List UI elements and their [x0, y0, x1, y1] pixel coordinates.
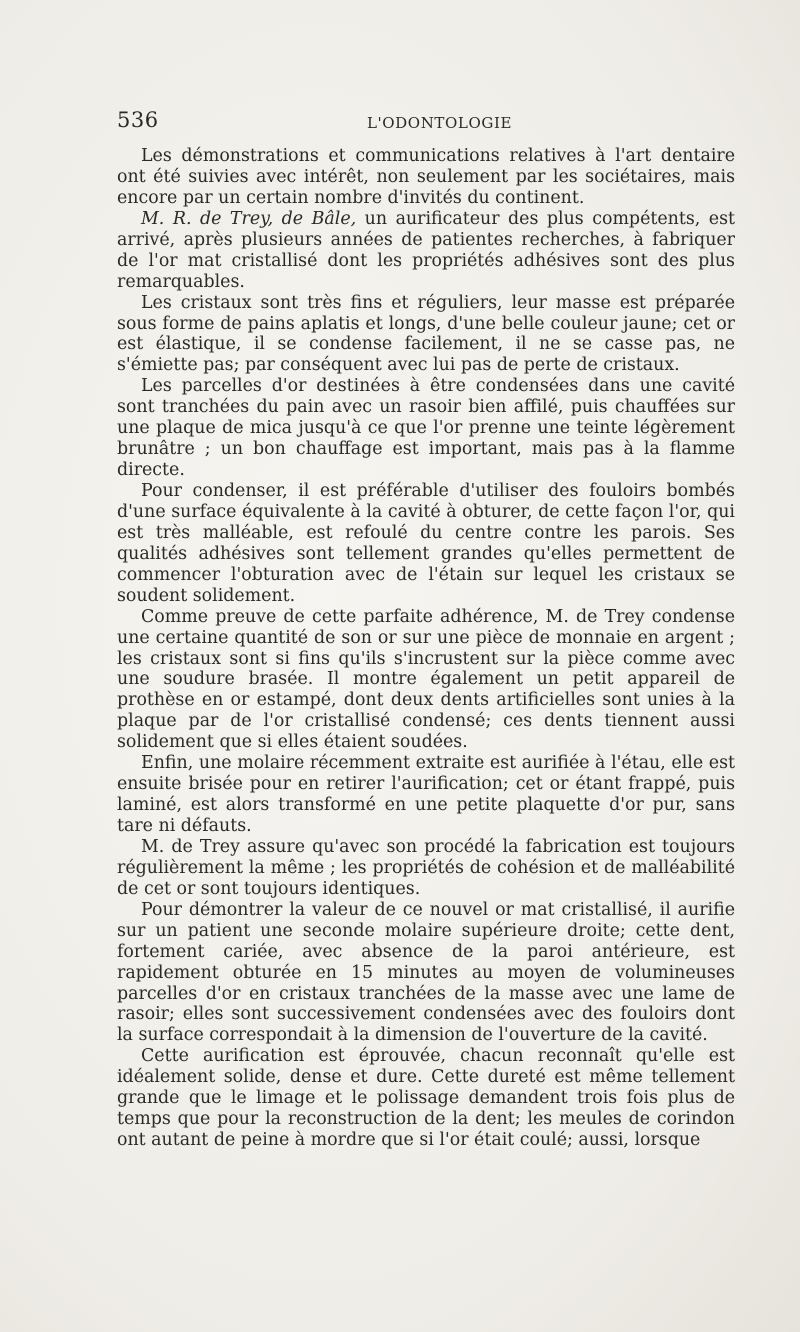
- paragraph-text: Les cristaux sont très fins et réguliers, leur masse est préparée sous forme de pains aplatis et longs, d'une belle couleur jaune; cet or est élastique, il se condense facilement, il ne se casse pas, ne s'émiette pas; par conséquent avec lui pas de perte de cristaux.: [117, 292, 735, 376]
- paragraph-text: Les démonstrations et communications relatives à l'art dentaire ont été suivies avec intérêt, non seulement par les sociétaires, mais encore par un certain nombre d'invités du continent.: [117, 146, 735, 208]
- running-title: L'ODONTOLOGIE: [367, 114, 513, 132]
- paragraph: [117, 837, 735, 900]
- paragraph-text: Pour condenser, il est préférable d'utiliser des fouloirs bombés d'une surface équivalente à la cavité à obturer, de cette façon l'or, qui est très malléable, est refoulé du centre contre les parois. Ses qualités adhésives sont tellement grandes qu'elles permettent de commencer l'obturation avec de l'étain sur lequel les cristaux se soudent solidement.: [117, 481, 735, 606]
- paragraph: [117, 376, 735, 481]
- body-text: [117, 146, 735, 1151]
- paragraph-text: Pour démontrer la valeur de ce nouvel or mat cristallisé, il aurifie sur un patient une seconde molaire supérieure droite; cette dent, fortement cariée, avec absence de la paroi antérieure, est rapidement obturée en 15 minutes au moyen de volumineuses parcelles d'or en cristaux tranchées de la masse avec une lame de rasoir; elles sont successivement condensées avec des fouloirs dont la surface correspondait à la dimension de l'ouverture de la cavité.: [117, 899, 735, 1046]
- paragraph-text: Comme preuve de cette parfaite adhérence, M. de Trey condense une certaine quantité de son or sur une pièce de monnaie en argent ; les cristaux sont si fins qu'ils s'incrustent sur la pièce comme avec une soudure brasée. Il montre également un petit appareil de prothèse en or estampé, dont deux dents artificielles sont unies à la plaque par de l'or cristallisé condensé; ces dents tiennent aussi solidement que si elles étaient soudées.: [117, 606, 735, 753]
- paragraph-text: Enfin, une molaire récemment extraite est aurifiée à l'étau, elle est ensuite brisée pour en retirer l'aurification; cet or étant frappé, puis laminé, est alors transformé en une petite plaquette d'or pur, sans tare ni défauts.: [117, 753, 735, 836]
- paragraph: [117, 607, 735, 754]
- page-number: 536: [117, 108, 159, 132]
- paragraph: [117, 753, 735, 837]
- paragraph-text: Cette aurification est éprouvée, chacun reconnaît qu'elle est idéalement solide, dense et dure. Cette dureté est même tellement grande que le limage et le polissage demandent trois fois plus de temps que pour la reconstruction de la dent; les meules de corindon ont autant de peine à mordre que si l'or était coulé; aussi, lorsque: [117, 1046, 735, 1151]
- paragraph: [117, 293, 735, 377]
- person-name: M. R. de Trey, de Bâle,: [141, 208, 357, 229]
- paragraph: [117, 1046, 735, 1151]
- paragraph-text: un aurificateur des plus compétents, est arrivé, après plusieurs années de patientes recherches, à fabriquer de l'or mat cristallisé dont les propriétés adhésives sont des plus remarquables.: [117, 208, 735, 292]
- paragraph-text: M. de Trey assure qu'avec son procédé la fabrication est toujours régulièrement la même ; les propriétés de cohésion et de malléabilité de cet or sont toujours identiques.: [117, 836, 735, 899]
- paragraph: [117, 209, 735, 293]
- paragraph-text: Les parcelles d'or destinées à être condensées dans une cavité sont tranchées du pain avec un rasoir bien affilé, puis chauffées sur une plaque de mica jusqu'à ce que l'or prenne une teinte légèrement brunâtre ; un bon chauffage est important, mais pas à la flamme directe.: [117, 376, 735, 481]
- paragraph: [117, 146, 735, 209]
- page-header: [117, 108, 735, 138]
- paragraph: [117, 481, 735, 607]
- paragraph: [117, 900, 735, 1047]
